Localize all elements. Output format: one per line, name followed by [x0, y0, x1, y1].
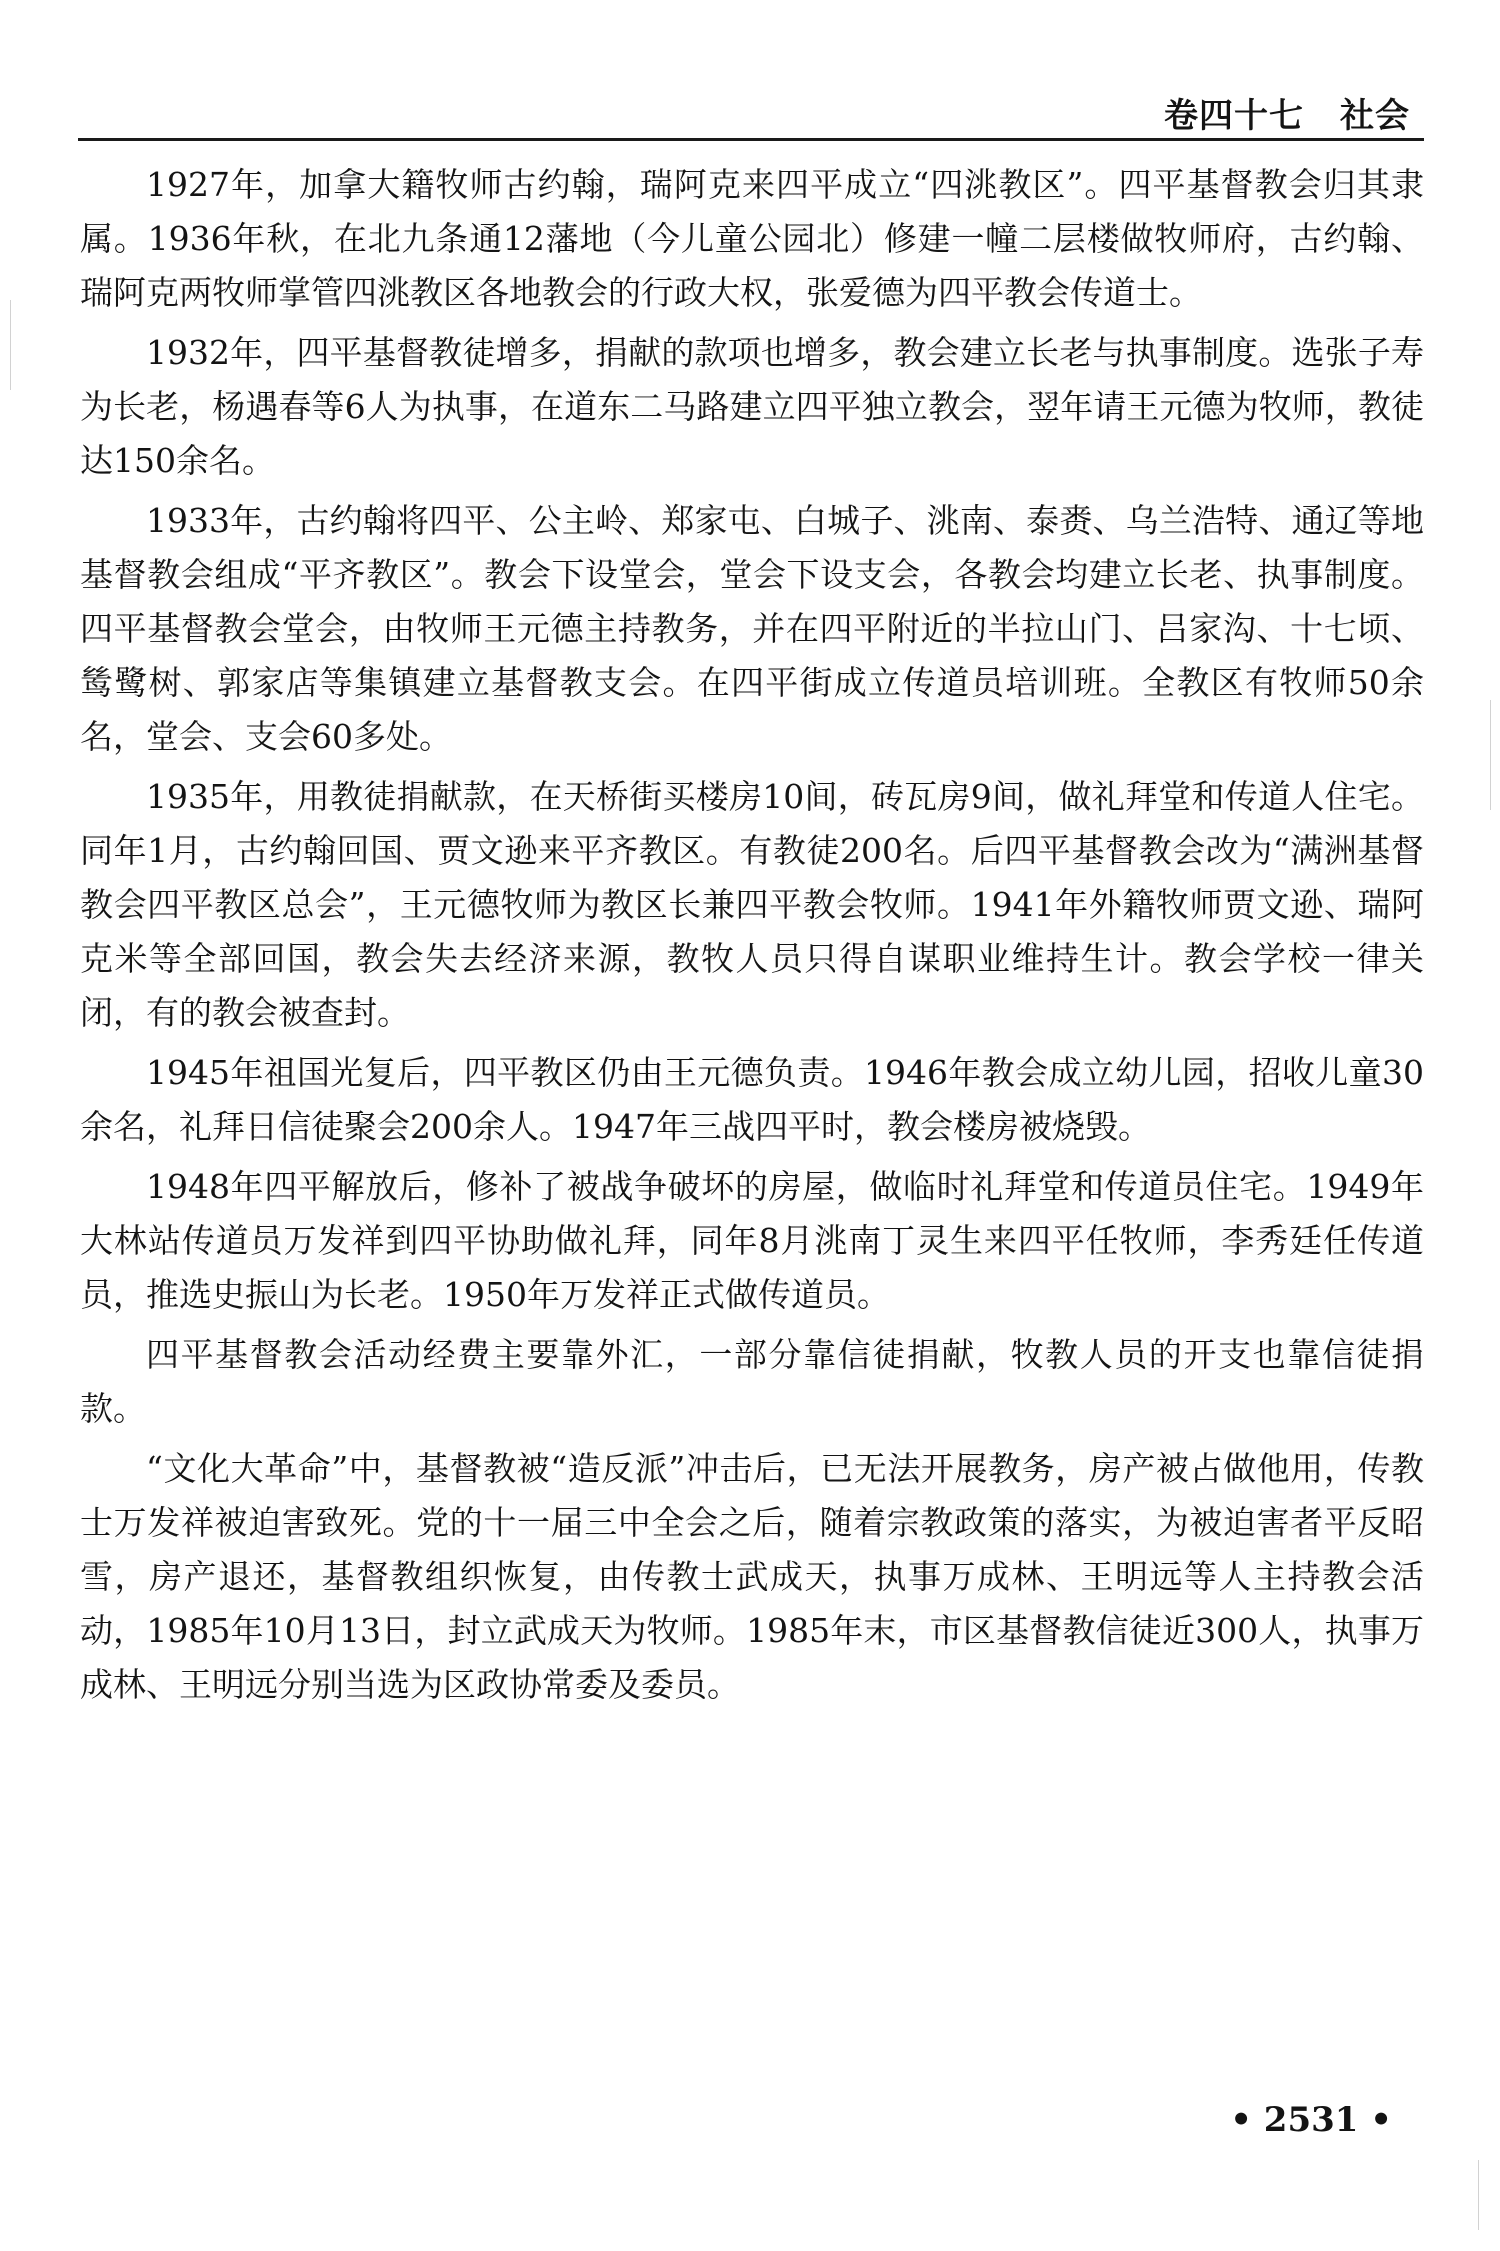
paragraph: 1932年，四平基督教徒增多，捐献的款项也增多，教会建立长老与执事制度。选张子寿为长老，杨遇春等6人为执事，在道东二马路建立四平独立教会，翌年请王元德为牧师，教徒达150余名。 [80, 333, 1424, 480]
paragraph: 1948年四平解放后，修补了被战争破坏的房屋，做临时礼拜堂和传道员住宅。1949年大林站传道员万发祥到四平协助做礼拜，同年8月洮南丁灵生来四平任牧师，李秀廷任传道员，推选史振山为长老。1950年万发祥正式做传道员。 [80, 1167, 1424, 1314]
paragraph: 1933年，古约翰将四平、公主岭、郑家屯、白城子、洮南、泰赉、乌兰浩特、通辽等地基督教会组成“平齐教区”。教会下设堂会，堂会下设支会，各教会均建立长老、执事制度。四平基督教会堂会，由牧师王元德主持教务，并在四平附近的半拉山门、吕家沟、十七顷、鸶鹭树、郭家店等集镇建立基督教支会。在四平街成立传道员培训班。全教区有牧师50余名，堂会、支会60多处。 [80, 501, 1424, 756]
scan-edge-mark [10, 300, 11, 390]
volume-label: 卷四十七 [1164, 96, 1304, 136]
running-header [1164, 88, 1410, 137]
scan-edge-mark [1478, 2160, 1479, 2230]
paragraph: 1945年祖国光复后，四平教区仍由王元德负责。1946年教会成立幼儿园，招收儿童30余名，礼拜日信徒聚会200余人。1947年三战四平时，教会楼房被烧毁。 [80, 1053, 1424, 1146]
paragraph: 四平基督教会活动经费主要靠外汇，一部分靠信徒捐献，牧教人员的开支也靠信徒捐款。 [80, 1335, 1424, 1428]
header-rule [78, 138, 1424, 141]
paragraph: 1935年，用教徒捐献款，在天桥街买楼房10间，砖瓦房9间，做礼拜堂和传道人住宅。同年1月，古约翰回国、贾文逊来平齐教区。有教徒200名。后四平基督教会改为“满洲基督教会四平教区总会”，王元德牧师为教区长兼四平教会牧师。1941年外籍牧师贾文逊、瑞阿克米等全部回国，教会失去经济来源，教牧人员只得自谋职业维持生计。教会学校一律关闭，有的教会被查封。 [80, 777, 1424, 1032]
section-label: 社会 [1340, 96, 1410, 136]
body-text [80, 158, 1424, 1718]
paragraph: 1927年，加拿大籍牧师古约翰，瑞阿克来四平成立“四洮教区”。四平基督教会归其隶属。1936年秋，在北九条通12藩地（今儿童公园北）修建一幢二层楼做牧师府，古约翰、瑞阿克两牧师掌管四洮教区各地教会的行政大权，张爱德为四平教会传道士。 [80, 165, 1424, 312]
paragraph: “文化大革命”中，基督教被“造反派”冲击后，已无法开展教务，房产被占做他用，传教士万发祥被迫害致死。党的十一届三中全会之后，随着宗教政策的落实，为被迫害者平反昭雪，房产退还，基督教组织恢复，由传教士武成天，执事万成林、王明远等人主持教会活动，1985年10月13日，封立武成天为牧师。1985年末，市区基督教信徒近300人，执事万成林、王明远分别当选为区政协常委及委员。 [80, 1449, 1424, 1704]
page-number: • 2531 • [1230, 2100, 1392, 2140]
scan-edge-mark [1490, 700, 1491, 810]
